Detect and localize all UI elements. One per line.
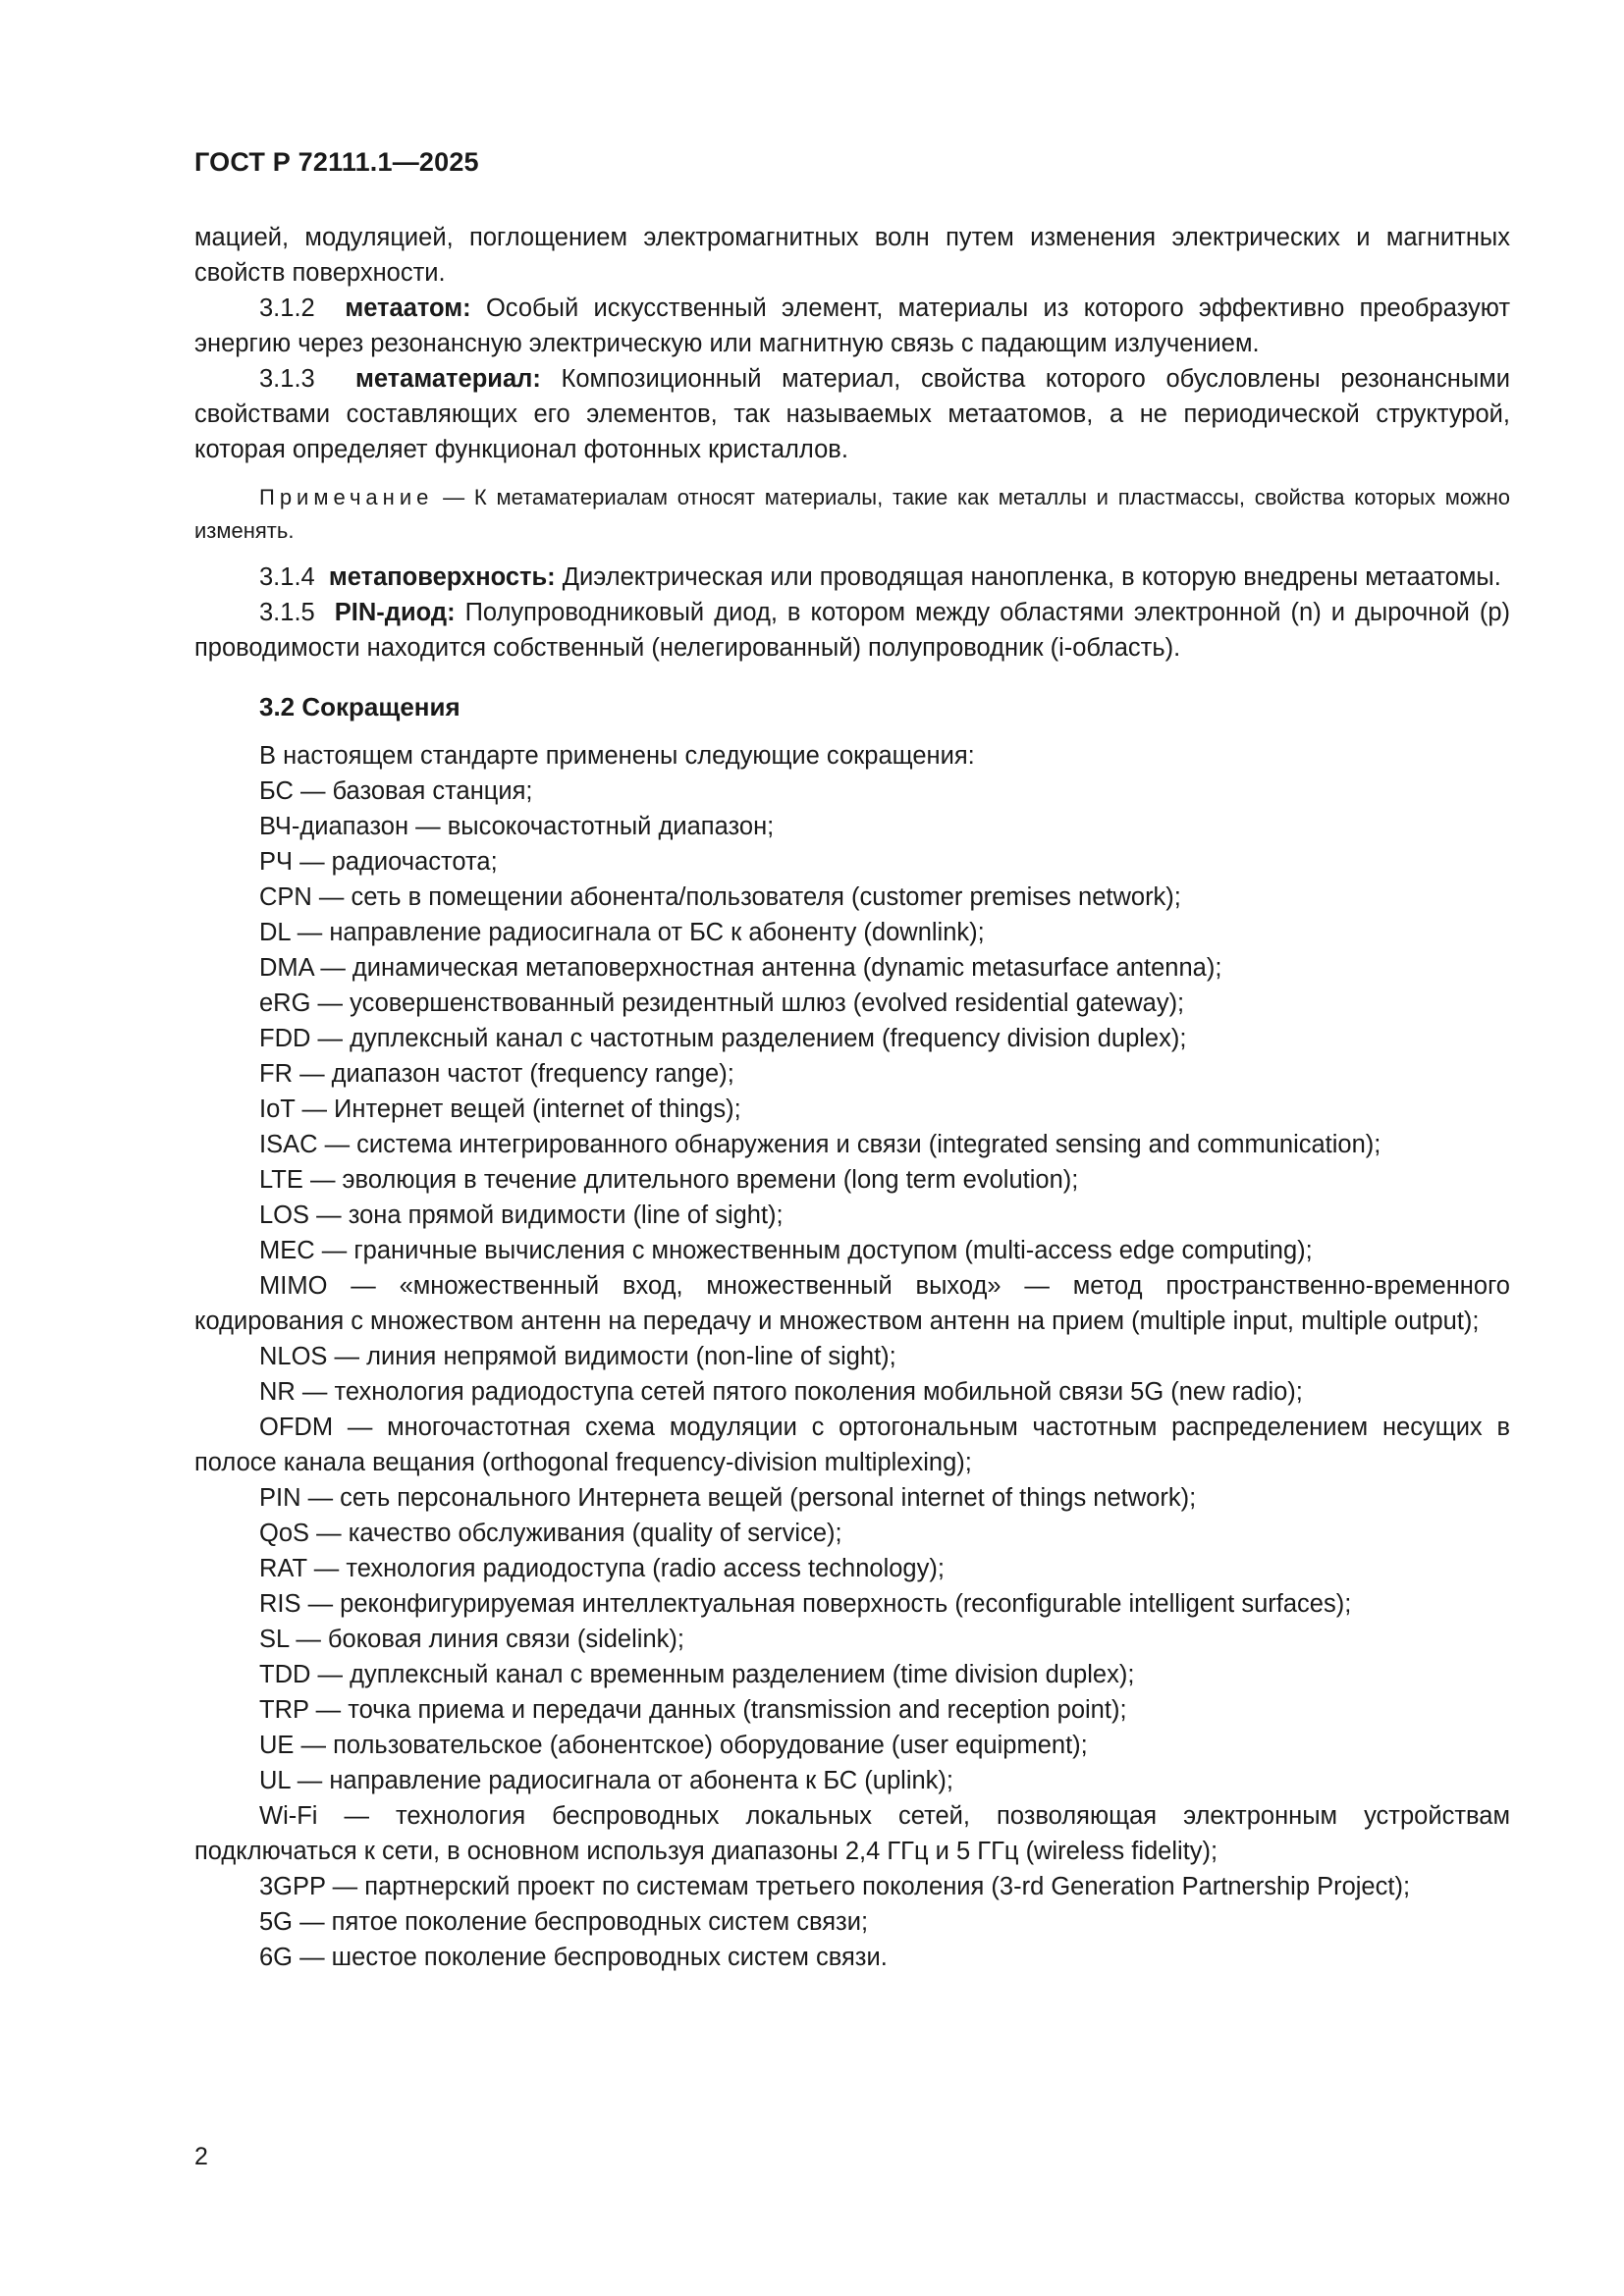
abbreviation-item: Wi-Fi — технология беспроводных локальных сетей, позволяющая электронным устройствам подключаться к сети, в основном используя диапазоны 2,4 ГГц и 5 ГГц (wireless fidelity); [194, 1802, 1510, 1865]
abbreviation-item: TRP — точка приема и передачи данных (transmission and reception point); [259, 1696, 1127, 1724]
term-number: 3.1.4 [259, 563, 315, 591]
abbreviation-item: РЧ — радиочастота; [259, 848, 498, 876]
note-label: Примечание [259, 485, 434, 509]
abbreviation-item: NLOS — линия непрямой видимости (non-line of sight); [259, 1343, 896, 1370]
abbreviation-item: 6G — шестое поколение беспроводных систем связи. [259, 1944, 888, 1971]
abbreviation-item: MEC — граничные вычисления с множественным доступом (multi-access edge computing); [259, 1237, 1313, 1264]
abbreviation-item: PIN — сеть персонального Интернета вещей (personal internet of things network); [259, 1484, 1197, 1512]
abbreviation-item: TDD — дуплексный канал с временным разделением (time division duplex); [259, 1661, 1135, 1688]
term-name: PIN-диод: [334, 599, 456, 626]
abbreviation-item: 5G — пятое поколение беспроводных систем связи; [259, 1908, 869, 1936]
section-intro: В настоящем стандарте применены следующие сокращения: [259, 742, 975, 770]
term-name: метаматериал: [354, 365, 541, 393]
abbreviation-item: CPN — сеть в помещении абонента/пользователя (customer premises network); [259, 883, 1181, 911]
abbreviation-item: RAT — технология радиодоступа (radio access technology); [259, 1555, 945, 1582]
abbreviation-item: RIS — реконфигурируемая интеллектуальная поверхность (reconfigurable intelligent surfaces); [259, 1590, 1352, 1618]
abbreviations-list [194, 774, 1510, 1975]
abbreviation-item: DMA — динамическая метаповерхностная антенна (dynamic metasurface antenna); [259, 954, 1222, 982]
term-definition: Полупроводниковый диод, в котором между областями электронной (n) и дырочной (p) проводимости находится собственный (нелегированный) полупроводник (i-область). [194, 599, 1511, 662]
term-number: 3.1.2 [259, 294, 315, 322]
term-number: 3.1.5 [259, 599, 315, 626]
term-name: метаповерхность: [328, 563, 556, 591]
abbreviation-item: IoT — Интернет вещей (internet of things); [259, 1095, 741, 1123]
abbreviation-item: UE — пользовательское (абонентское) оборудование (user equipment); [259, 1732, 1088, 1759]
abbreviation-item: LTE — эволюция в течение длительного времени (long term evolution); [259, 1166, 1079, 1194]
term-entry [194, 560, 1510, 595]
page-number: 2 [194, 2143, 208, 2170]
term-entry [194, 595, 1510, 666]
term-name: метаатом: [345, 294, 471, 322]
term-number: 3.1.3 [259, 365, 315, 393]
abbreviation-item: БС — базовая станция; [259, 777, 533, 805]
abbreviation-item: UL — направление радиосигнала от абонента к БС (uplink); [259, 1767, 953, 1794]
note-text: — К метаматериалам относят материалы, такие как металлы и пластмассы, свойства которых можно изменять. [194, 485, 1510, 543]
terms-list-2 [194, 560, 1510, 666]
abbreviation-item: DL — направление радиосигнала от БС к абоненту (downlink); [259, 919, 985, 946]
page-content [194, 220, 1510, 1975]
abbreviation-item: LOS — зона прямой видимости (line of sight); [259, 1201, 784, 1229]
terms-list-1 [194, 291, 1510, 467]
abbreviation-item: ISAC — система интегрированного обнаружения и связи (integrated sensing and communication); [259, 1131, 1381, 1158]
abbreviation-item: 3GPP — партнерский проект по системам третьего поколения (3-rd Generation Partnership Project); [259, 1873, 1411, 1900]
abbreviation-item: ВЧ-диапазон — высокочастотный диапазон; [259, 813, 775, 840]
term-entry [194, 361, 1510, 467]
document-header: ГОСТ Р 72111.1—2025 [194, 147, 479, 177]
abbreviation-item: NR — технология радиодоступа сетей пятого поколения мобильной связи 5G (new radio); [259, 1378, 1303, 1406]
section-title: 3.2 Сокращения [259, 692, 460, 721]
abbreviation-item: FDD — дуплексный канал с частотным разделением (frequency division duplex); [259, 1025, 1187, 1052]
abbreviation-item: eRG — усовершенствованный резидентный шлюз (evolved residential gateway); [259, 989, 1185, 1017]
abbreviation-item: FR — диапазон частот (frequency range); [259, 1060, 734, 1088]
term-entry [194, 291, 1510, 361]
abbreviation-item: MIMO — «множественный вход, множественный выход» — метод пространственно-временного кодирования с множеством антенн на передачу и множеством антенн на прием (multiple input, multiple output); [194, 1272, 1510, 1335]
abbreviation-item: SL — боковая линия связи (sidelink); [259, 1626, 684, 1653]
note-paragraph [194, 481, 1510, 548]
term-definition: Композиционный материал, свойства которого обусловлены резонансными свойствами составляющих его элементов, так называемых метаатомов, а не периодической структурой, которая определяет функционал фотонных кристаллов. [194, 365, 1510, 463]
term-definition: Особый искусственный элемент, материалы из которого эффективно преобразуют энергию через резонансную электрическую или магнитную связь с падающим излучением. [194, 294, 1511, 357]
term-definition: Диэлектрическая или проводящая нанопленка, в которую внедрены метаатомы. [555, 563, 1501, 591]
intro-paragraph: мацией, модуляцией, поглощением электромагнитных волн путем изменения электрических и магнитных свойств поверхности. [194, 224, 1510, 287]
abbreviation-item: OFDM — многочастотная схема модуляции с ортогональным частотным распределением несущих в полосе канала вещания (orthogonal frequency-division multiplexing); [194, 1414, 1510, 1476]
abbreviation-item: QoS — качество обслуживания (quality of service); [259, 1520, 842, 1547]
